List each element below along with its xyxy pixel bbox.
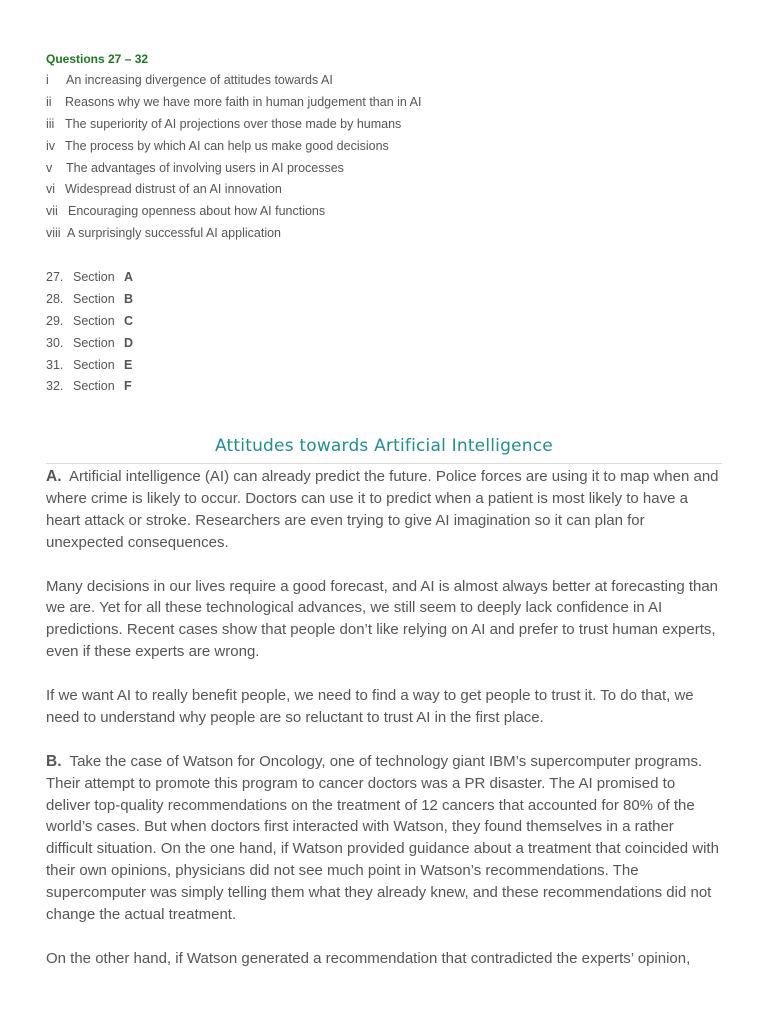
paragraph-text: Artificial intelligence (AI) can already predict the future. Police forces are using it to map when and where crime is likely to occur. Doctors can use it to predict when a patient is most likely to have a heart attack or stroke. Researchers are even trying to give AI imagination so it can plan for unexpected consequences. [46,468,719,551]
heading-item [46,225,421,247]
question-number: 32. [46,379,64,394]
heading-item [46,138,421,160]
paragraph-text: Many decisions in our lives require a good forecast, and AI is almost always better at forecasting than we are. Yet for all these technological advances, we still seem to deeply lack confidence in AI predictions. Recent cases show that people don’t like relying on AI and prefer to trust human experts, even if these experts are wrong. [46,577,719,661]
heading-text: The advantages of involving users in AI processes [66,160,344,175]
heading-text: An increasing divergence of attitudes towards AI [66,73,333,87]
section-label: Section [73,291,115,306]
heading-numeral: i [46,73,49,87]
paragraph-letter: B. [46,752,62,770]
headings-list [46,72,421,247]
paragraph [46,576,722,664]
paragraph [46,685,722,729]
section-letter: F [124,379,132,394]
heading-numeral: vii [46,204,58,219]
answer-row [46,291,133,313]
heading-numeral: iii [46,116,55,131]
heading-numeral: vi [46,182,56,197]
paragraph-letter: A. [46,468,62,485]
heading-item [46,181,421,203]
questions-heading: Questions 27 – 32 [46,52,149,66]
answer-row [46,335,133,357]
heading-item [46,203,421,225]
article-body [46,466,722,992]
section-label: Section [73,379,115,394]
title-divider [46,463,722,464]
paragraph-text: If we want AI to really benefit people, we need to find a way to get people to trust it. To do that, we need to understand why people are so reluctant to trust AI in the first place. [46,687,694,726]
question-number: 28. [46,291,64,306]
section-letter: B [124,291,134,306]
article-title: Attitudes towards Artificial Intelligence [215,436,553,456]
section-letter: D [124,335,134,350]
section-letter: C [124,313,134,328]
heading-text: Reasons why we have more faith in human judgement than in AI [65,94,422,109]
paragraph [46,948,722,970]
answer-row [46,313,133,335]
heading-numeral: v [46,160,53,175]
question-number: 31. [46,357,64,372]
heading-text: Widespread distrust of an AI innovation [65,182,282,197]
section-letter: E [124,357,133,372]
answers-list [46,269,133,400]
question-number: 29. [46,313,64,328]
paragraph [46,751,722,926]
heading-numeral: ii [46,94,52,109]
heading-numeral: iv [46,138,56,153]
heading-text: The process by which AI can help us make good decisions [65,138,389,153]
section-label: Section [73,335,115,350]
heading-item [46,72,421,94]
question-number: 30. [46,335,64,350]
paragraph-text: Take the case of Watson for Oncology, one of technology giant IBM’s supercomputer programs. Their attempt to promote this program to cancer doctors was a PR disaster. The AI promised to deliver top-quality recommendations on the treatment of 12 cancers that accounted for 80% of the world’s cases. But when doctors first interacted with Watson, they found themselves in a rather difficult situation. On the one hand, if Watson provided guidance about a treatment that coincided with their own opinions, physicians did not see much point in Watson’s recommendations. The supercomputer was simply telling them what they already knew, and these recommendations did not change the actual treatment. [46,752,719,924]
answer-row [46,378,133,400]
answer-row [46,357,133,379]
section-label: Section [73,357,115,372]
heading-text: A surprisingly successful AI application [67,226,281,241]
heading-item [46,160,421,182]
heading-text: Encouraging openness about how AI functions [68,204,326,219]
answer-row [46,269,133,291]
section-label: Section [73,313,115,328]
heading-item [46,116,421,138]
paragraph [46,466,722,554]
heading-item [46,94,421,116]
heading-numeral: viii [46,226,61,241]
question-number: 27. [46,270,64,284]
section-letter: A [124,270,134,284]
section-label: Section [73,270,115,284]
paragraph-text: On the other hand, if Watson generated a recommendation that contradicted the experts’ opinion, [46,949,691,967]
heading-text: The superiority of AI projections over those made by humans [65,116,402,131]
